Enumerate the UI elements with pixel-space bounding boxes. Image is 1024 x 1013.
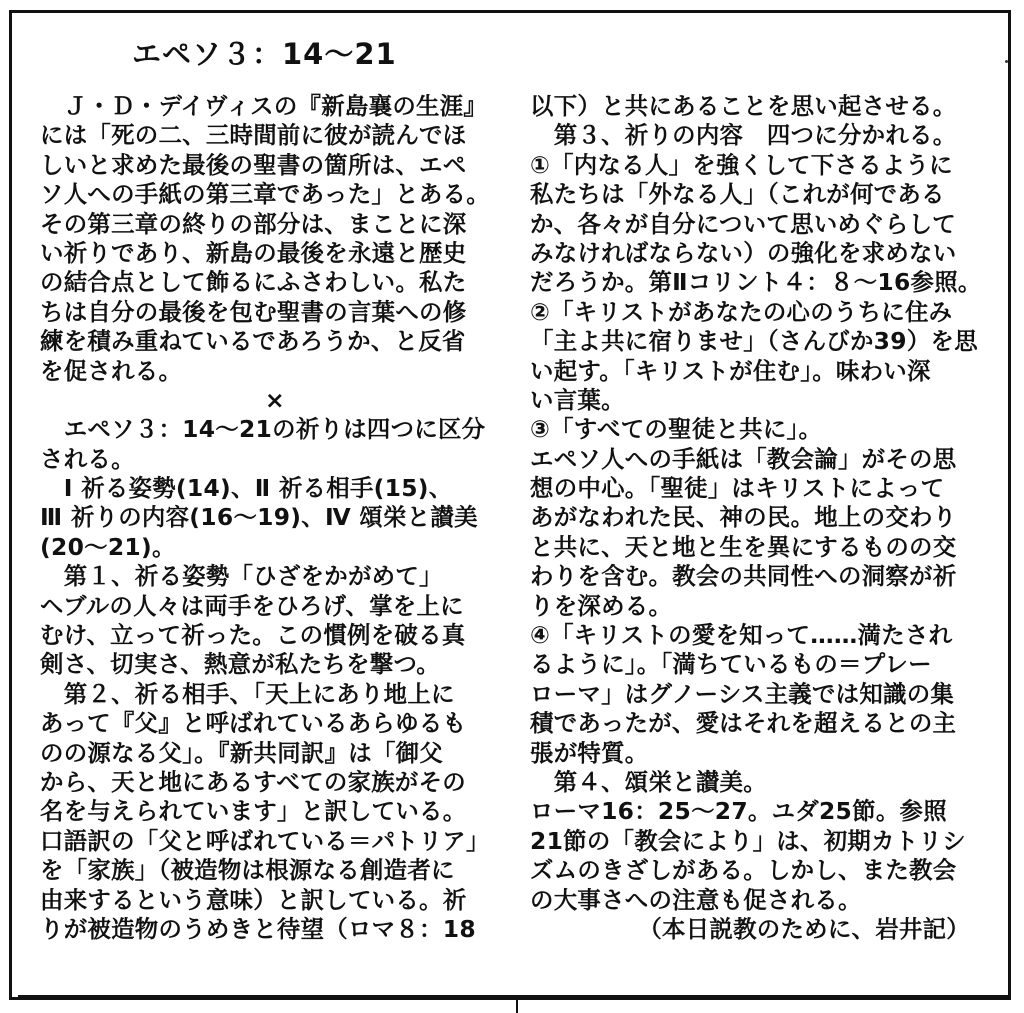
text-line: ローマ16：25〜27。ユダ25節。参照 xyxy=(530,797,947,826)
text-line: しいと求めた最後の聖書の箇所は、エペ xyxy=(40,150,467,179)
text-line: Ⅰ 祈る姿勢(14)、Ⅱ 祈る相手(15)、 xyxy=(40,474,453,503)
text-line: ローマ」はグノーシス主義では知識の集 xyxy=(530,679,955,708)
text-line: (20〜21)。 xyxy=(40,532,176,561)
text-line: 積であったが、愛はそれを超えるとの主 xyxy=(530,709,957,738)
text-line: むけ、立って祈った。この慣例を破る真 xyxy=(40,621,466,650)
text-line: 「主よ共に宿りませ」（さんびか39）を思 xyxy=(530,327,978,356)
text-line: みなければならない）の強化を求めない xyxy=(530,238,957,267)
text-line: か、各々が自分について思いめぐらして xyxy=(530,209,956,238)
text-line: される。 xyxy=(40,444,135,473)
text-line: 以下）と共にあることを思い起させる。 xyxy=(530,92,957,120)
text-line: い言葉。 xyxy=(530,385,625,414)
text-line: を促される。 xyxy=(40,356,183,385)
text-line: Ⅲ 祈りの内容(16〜19)、Ⅳ 頌栄と讃美 xyxy=(40,503,478,532)
scan-speck xyxy=(1005,60,1008,63)
text-line: あがなわれた民、神の民。地上の交わり xyxy=(530,503,957,532)
text-line: と共に、天と地と生を異にするものの交 xyxy=(530,532,957,561)
section-separator: × xyxy=(265,385,285,414)
text-line: には「死の二、三時間前に彼が読んでほ xyxy=(40,121,467,150)
text-line: ②「キリストがあなたの心のうちに住み xyxy=(530,297,953,326)
text-line: 21節の「教会により」は、初期カトリシ xyxy=(530,826,966,855)
bottom-rule xyxy=(18,995,1008,997)
text-line: ④「キリストの愛を知って……満たされ xyxy=(530,621,953,650)
bottom-column-divider xyxy=(516,996,518,1013)
text-line: るように」。「満ちているもの＝プレー xyxy=(530,650,932,679)
text-line: 剣さ、切実さ、熱意が私たちを撃つ。 xyxy=(40,650,440,679)
text-line: エペソ人への手紙は「教会論」がその思 xyxy=(530,444,957,473)
article-title: エペソ３：14〜21 xyxy=(132,37,397,71)
text-line: 想の中心。「聖徒」はキリストによって xyxy=(530,474,945,503)
text-line: だろうか。第Ⅱコリント４：８〜16参照。 xyxy=(530,268,982,297)
text-line: ちは自分の最後を包む聖書の言葉への修 xyxy=(40,297,467,326)
text-line: の結合点として飾るにふさわしい。私た xyxy=(40,268,467,297)
text-line: 張が特質。 xyxy=(530,738,649,767)
text-line: ズムのきざしがある。しかし、また教会 xyxy=(530,856,957,885)
signature-line: （本日説教のために、岩井記） xyxy=(638,914,970,943)
text-line: い祈りであり、新島の最後を永遠と歴史 xyxy=(40,238,467,267)
right-text-column xyxy=(530,92,1000,944)
text-line: Ｊ・Ｄ・デイヴィスの『新島襄の生涯』 xyxy=(40,92,488,120)
text-line: のの源なる父」。『新共同訳』は「御父 xyxy=(40,738,444,767)
text-line: 口語訳の「父と呼ばれている＝パトリア」 xyxy=(40,826,490,855)
text-line: ①「内なる人」を強くして下さるように xyxy=(530,150,953,179)
text-line: ソ人への手紙の第三章であった」とある。 xyxy=(40,180,490,209)
text-line: の大事さへの注意も促される。 xyxy=(530,885,862,914)
text-line: その第三章の終りの部分は、まことに深 xyxy=(40,209,467,238)
text-line: 由来するという意味）と訳している。祈 xyxy=(40,885,467,914)
text-line: 第４、頌栄と讃美。 xyxy=(530,767,767,796)
text-line: ヘブルの人々は両手をひろげ、掌を上に xyxy=(40,591,464,620)
text-line: りを深める。 xyxy=(530,591,673,620)
text-line: を「家族」（被造物は根源なる創造者に xyxy=(40,856,455,885)
text-line: 名を与えられています」と訳している。 xyxy=(40,797,467,826)
text-line: 第１、祈る姿勢「ひざをかがめて」 xyxy=(40,562,443,591)
text-line: あって『父』と呼ばれているあらゆるも xyxy=(40,709,467,738)
text-line: わりを含む。教会の共同性への洞察が祈 xyxy=(530,562,957,591)
text-line: 私たちは「外なる人」（これが何である xyxy=(530,180,945,209)
text-line: 練を積み重ねているであろうか、と反省 xyxy=(40,327,466,356)
text-line: 第２、祈る相手、「天上にあり地上に xyxy=(40,679,455,708)
text-line: りが被造物のうめきと待望（ロマ８：18 xyxy=(40,914,476,943)
left-text-column xyxy=(40,92,510,944)
text-line: ③「すべての聖徒と共に」。 xyxy=(530,415,823,444)
text-line: い起す。「キリストが住む」。味わい深 xyxy=(530,356,931,385)
text-line: 第３、祈りの内容 四つに分かれる。 xyxy=(530,121,957,150)
text-line: エペソ３：14〜21の祈りは四つに区分 xyxy=(40,415,486,444)
text-line: から、天と地にあるすべての家族がその xyxy=(40,767,466,796)
